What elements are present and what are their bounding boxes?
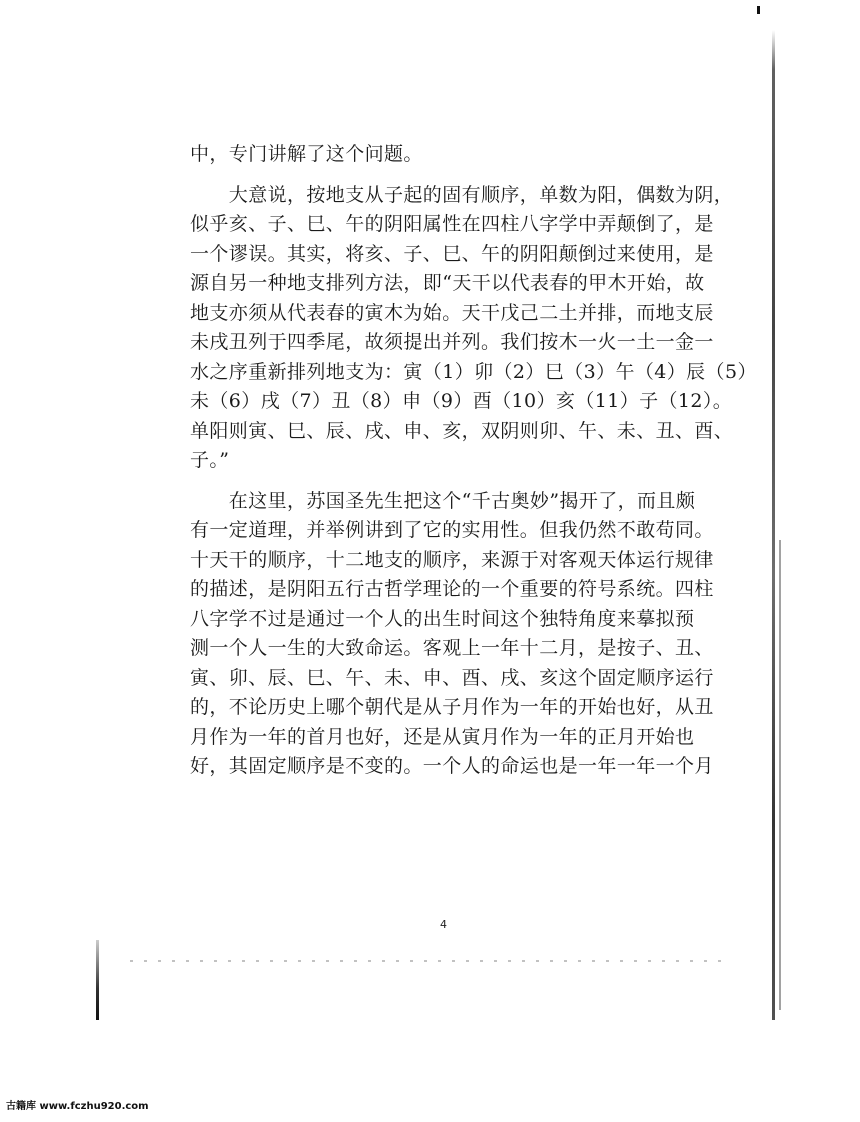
text-line: 水之序重新排列地支为：寅（1）卯（2）巳（3）午（4）辰（5） — [190, 360, 757, 383]
text-line: 寅、卯、辰、巳、午、未、申、酉、戌、亥这个固定顺序运行 — [190, 666, 714, 689]
scan-mark — [757, 6, 760, 14]
text-line: 未戌丑列于四季尾，故须提出并列。我们按木一火一土一金一 — [190, 331, 714, 353]
text-line: 地支亦须从代表春的寅木为始。天干戊己二土并排，而地支辰 — [190, 301, 714, 324]
text-line: 有一定道理，并举例讲到了它的实用性。但我仍然不敢苟同。 — [190, 519, 714, 541]
body-text — [190, 140, 757, 782]
text-line: 大意说，按地支从子起的固有顺序，单数为阳，偶数为阴， — [190, 183, 734, 206]
text-line: 的描述，是阴阳五行古哲学理论的一个重要的符号系统。四柱 — [190, 578, 714, 600]
text-line: 一个谬误。其实，将亥、子、巳、午的阴阳颠倒过来使用，是 — [190, 242, 714, 265]
text-line: 似乎亥、子、巳、午的阴阳属性在四柱八字学中弄颠倒了，是 — [190, 213, 714, 235]
text-line: 月作为一年的首月也好，还是从寅月作为一年的正月开始也 — [190, 725, 695, 748]
text-line: 的，不论历史上哪个朝代是从子月作为一年的开始也好，从丑 — [190, 696, 714, 718]
scan-noise — [130, 960, 730, 962]
text-line: 测一个人一生的大致命运。客观上一年十二月，是按子、丑、 — [190, 637, 714, 659]
footer-watermark: 古籍库 www.fczhu920.com — [6, 1101, 149, 1112]
text-line: 好，其固定顺序是不变的。一个人的命运也是一年一年一个月 — [190, 755, 714, 777]
text-line: 在这里，苏国圣先生把这个“千古奥妙”揭开了，而且颇 — [190, 489, 696, 512]
scan-mark — [96, 940, 99, 1020]
scan-edge-line — [772, 30, 775, 1020]
scan-edge-line — [779, 540, 781, 1010]
text-line: 中，专门讲解了这个问题。 — [190, 143, 423, 165]
text-line: 八字学不过是通过一个人的出生时间这个独特角度来摹拟预 — [190, 607, 695, 630]
text-line: 单阳则寅、巳、辰、戌、申、亥，双阴则卯、午、未、丑、酉、 — [190, 419, 734, 442]
text-line: 源自另一种地支排列方法，即“天干以代表春的甲木开始，故 — [190, 272, 705, 294]
text-line: 未（6）戌（7）丑（8）申（9）酉（10）亥（11）子（12）。 — [190, 390, 733, 412]
page-number: 4 — [440, 918, 447, 931]
text-line: 子。” — [190, 449, 230, 471]
text-line: 十天干的顺序，十二地支的顺序，来源于对客观天体运行规律 — [190, 548, 714, 571]
